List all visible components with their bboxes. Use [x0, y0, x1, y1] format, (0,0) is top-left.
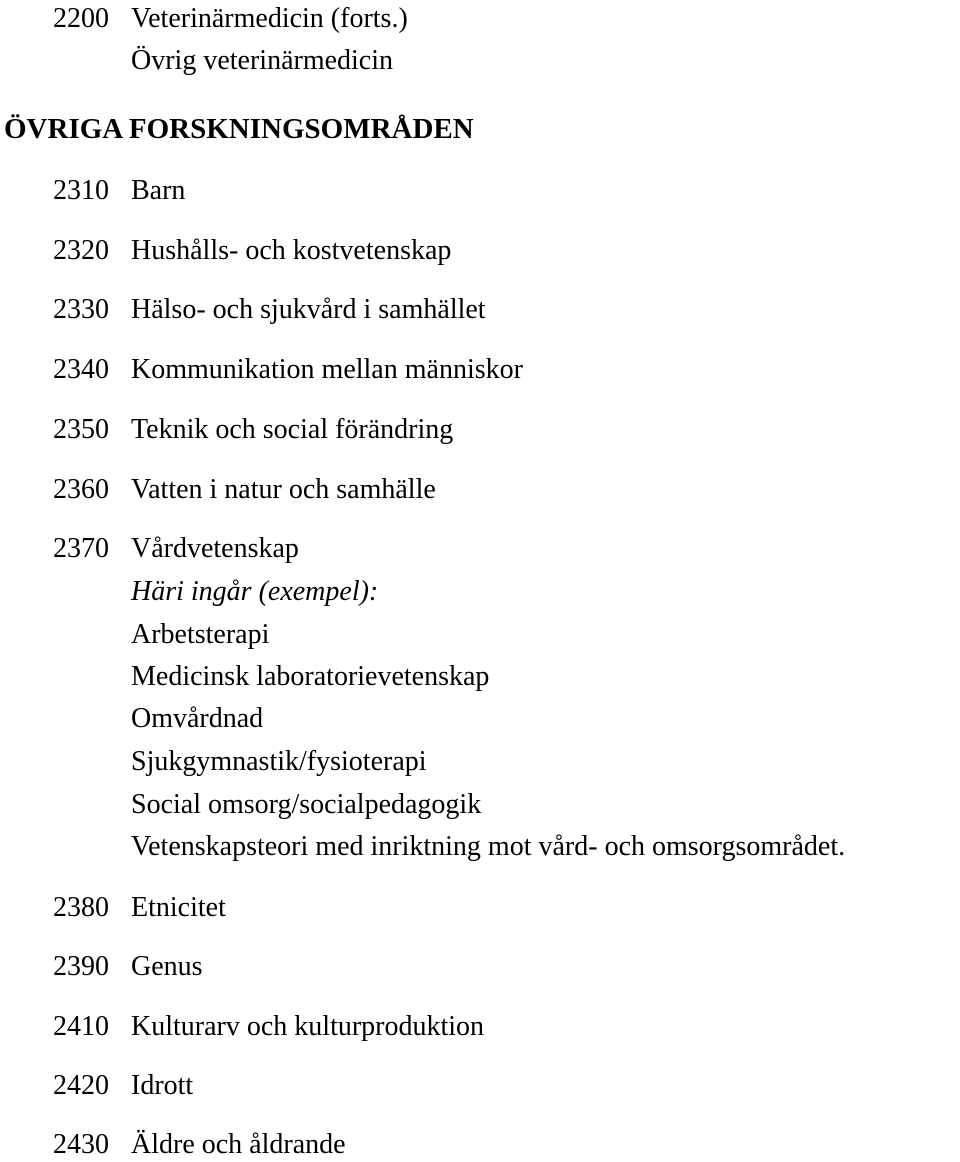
entry-code: 2330 — [53, 294, 109, 325]
includes-item: Sjukgymnastik/fysioterapi — [131, 746, 427, 777]
entry-label: Hushålls- och kostvetenskap — [131, 235, 452, 266]
section-heading: ÖVRIGA FORSKNINGSOMRÅDEN — [4, 113, 474, 145]
entry-code: 2390 — [53, 951, 109, 982]
entry-code: 2350 — [53, 414, 109, 445]
entry-code: 2200 — [53, 3, 109, 34]
sub-label: Övrig veterinärmedicin — [131, 45, 394, 76]
entry-label: Genus — [131, 951, 203, 982]
entry-code: 2430 — [53, 1129, 109, 1160]
includes-item: Vetenskapsteori med inriktning mot vård- och omsorgsområdet. — [131, 831, 846, 862]
entry-label: Etnicitet — [131, 892, 226, 923]
entry-label: Kommunikation mellan människor — [131, 354, 523, 385]
includes-item: Omvårdnad — [131, 703, 264, 734]
entry-code: 2420 — [53, 1070, 109, 1101]
entry-code: 2370 — [53, 533, 109, 564]
entry-label: Hälso- och sjukvård i samhället — [131, 294, 486, 325]
entry-label: Idrott — [131, 1070, 194, 1101]
includes-item: Social omsorg/socialpedagogik — [131, 789, 482, 820]
includes-item: Arbetsterapi — [131, 619, 270, 650]
entry-code: 2380 — [53, 892, 109, 923]
includes-intro: Häri ingår (exempel): — [131, 576, 379, 607]
entry-code: 2410 — [53, 1011, 109, 1042]
entry-label: Teknik och social förändring — [131, 414, 454, 445]
entry-label: Vårdvetenskap — [131, 533, 299, 564]
entry-label: Kulturarv och kulturproduktion — [131, 1011, 485, 1042]
includes-item: Medicinsk laboratorievetenskap — [131, 661, 490, 692]
entry-label: Vatten i natur och samhälle — [131, 474, 436, 505]
entry-code: 2310 — [53, 175, 109, 206]
entry-label: Veterinärmedicin (forts.) — [131, 3, 408, 34]
entry-code: 2340 — [53, 354, 109, 385]
entry-label: Barn — [131, 175, 186, 206]
entry-label: Äldre och åldrande — [131, 1129, 346, 1160]
entry-code: 2360 — [53, 474, 109, 505]
entry-code: 2320 — [53, 235, 109, 266]
